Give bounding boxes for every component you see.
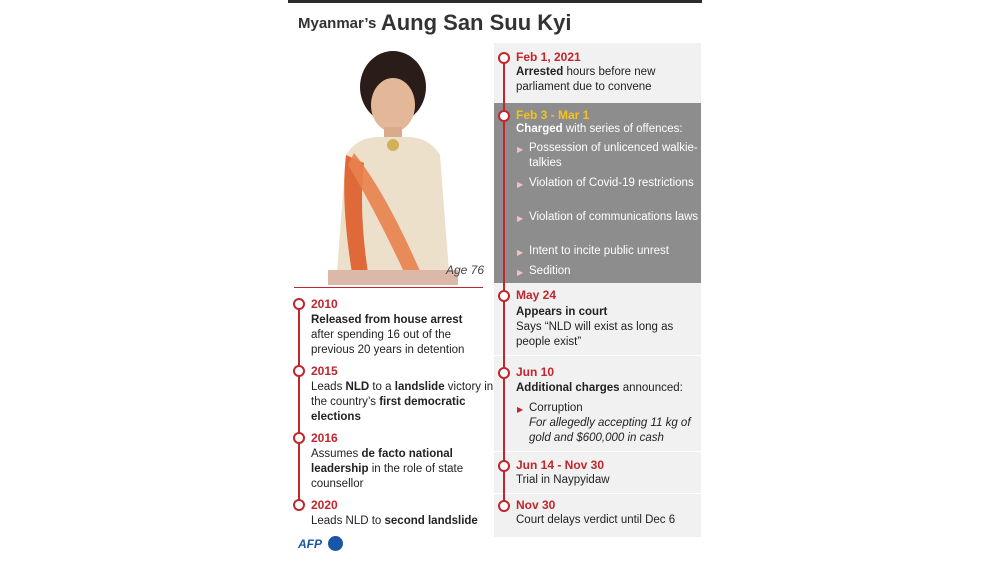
page-title bbox=[298, 10, 572, 36]
title-name: Aung San Suu Kyi bbox=[380, 10, 572, 35]
event-2015-t3: victory in the country’s bbox=[311, 381, 494, 408]
event-feb3 bbox=[516, 122, 698, 137]
timeline-dot-may24 bbox=[498, 290, 510, 302]
charge-3: Violation of communications laws bbox=[529, 211, 699, 223]
bullet-icon: ▶ bbox=[517, 268, 524, 277]
event-2020-t1: Leads NLD to bbox=[311, 515, 385, 527]
right-timeline-line bbox=[503, 57, 505, 507]
afp-logo-icon bbox=[328, 536, 343, 551]
event-may24-text: Says “NLD will exist as long as people exist” bbox=[516, 321, 674, 348]
date-feb3: Feb 3 - Mar 1 bbox=[516, 108, 590, 122]
event-2016-b1: de facto national leadership bbox=[311, 448, 453, 475]
event-feb3-bold: Charged bbox=[516, 123, 563, 135]
charge-1: Possession of unlicenced walkie-talkies bbox=[529, 142, 698, 169]
event-feb3-text: with series of offences: bbox=[562, 123, 683, 135]
year-2010: 2010 bbox=[311, 297, 338, 311]
section-divider bbox=[294, 287, 483, 288]
event-2016-t2: in the role of state counsellor bbox=[311, 463, 464, 490]
event-jun14-text: Trial in Naypyidaw bbox=[516, 474, 610, 486]
date-nov30: Nov 30 bbox=[516, 498, 556, 512]
timeline-dot-2015 bbox=[293, 365, 305, 377]
event-2016 bbox=[311, 447, 496, 492]
event-may24-bold bbox=[516, 305, 698, 320]
event-may24-title: Appears in court bbox=[516, 306, 608, 318]
separator bbox=[494, 355, 701, 356]
event-2010-bold: Released from house arrest bbox=[311, 314, 463, 326]
timeline-dot-2016 bbox=[293, 432, 305, 444]
age-label: Age 76 bbox=[446, 263, 485, 277]
event-feb1-bold: Arrested bbox=[516, 66, 564, 78]
bullet-icon: ▶ bbox=[517, 405, 524, 414]
date-feb1: Feb 1, 2021 bbox=[516, 50, 581, 64]
afp-logo-text: AFP bbox=[298, 537, 322, 551]
bullet-icon: ▶ bbox=[517, 145, 524, 154]
timeline-dot-jun10 bbox=[498, 367, 510, 379]
charge-2: Violation of Covid-19 restrictions bbox=[529, 177, 694, 189]
event-2015-t2: to a bbox=[369, 381, 395, 393]
separator bbox=[494, 493, 701, 494]
event-2016-t1: Assumes bbox=[311, 448, 362, 460]
timeline-dot-feb1 bbox=[498, 52, 510, 64]
event-jun10-text: announced: bbox=[619, 382, 683, 394]
year-2016: 2016 bbox=[311, 431, 338, 445]
separator bbox=[494, 451, 701, 452]
event-2015-b2: landslide bbox=[394, 381, 445, 393]
year-2015: 2015 bbox=[311, 364, 338, 378]
charge-4: Intent to incite public unrest bbox=[529, 245, 669, 257]
event-jun10-bold: Additional charges bbox=[516, 382, 620, 394]
date-jun10: Jun 10 bbox=[516, 365, 555, 379]
date-may24: May 24 bbox=[516, 288, 557, 302]
event-2010-text: after spending 16 out of the previous 20 years in detention bbox=[311, 329, 465, 356]
bullet-icon: ▶ bbox=[517, 248, 524, 257]
date-jun14: Jun 14 - Nov 30 bbox=[516, 458, 605, 472]
event-2015-t1: Leads bbox=[311, 381, 346, 393]
event-2015-b1: NLD bbox=[345, 381, 370, 393]
event-feb1-text: hours before new parliament due to convene bbox=[516, 66, 656, 93]
timeline-dot-2010 bbox=[293, 298, 305, 310]
event-2015-b3: first democratic elections bbox=[311, 396, 466, 423]
bullet-icon: ▶ bbox=[517, 180, 524, 189]
charge-corruption: Corruption bbox=[529, 402, 583, 414]
corruption-note: For allegedly accepting 11 kg of gold and $600,000 in cash bbox=[529, 417, 691, 444]
timeline-dot-feb3 bbox=[498, 110, 510, 122]
portrait-photo bbox=[318, 45, 468, 285]
year-2020: 2020 bbox=[311, 498, 338, 512]
left-timeline-line bbox=[298, 303, 300, 505]
event-2020-b1: second landslide bbox=[384, 515, 478, 527]
title-prefix: Myanmar’s bbox=[298, 15, 377, 32]
top-rule bbox=[288, 0, 702, 3]
timeline-dot-2020 bbox=[293, 499, 305, 511]
timeline-dot-nov30 bbox=[498, 500, 510, 512]
event-jun10 bbox=[516, 381, 698, 396]
timeline-dot-jun14 bbox=[498, 460, 510, 472]
event-nov30-text: Court delays verdict until Dec 6 bbox=[516, 514, 676, 526]
event-feb1 bbox=[516, 65, 698, 95]
event-2015 bbox=[311, 380, 496, 425]
charge-5: Sedition bbox=[529, 265, 571, 277]
event-2020 bbox=[311, 514, 496, 529]
event-2010 bbox=[311, 313, 496, 358]
bullet-icon: ▶ bbox=[517, 214, 524, 223]
